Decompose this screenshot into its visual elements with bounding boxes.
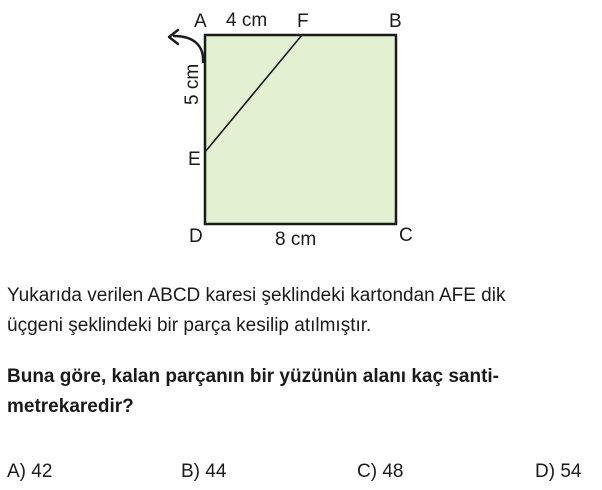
choice-c[interactable] xyxy=(357,460,403,484)
choice-d-letter: D) xyxy=(535,461,556,482)
question-prompt-line-2: metrekaredir? xyxy=(7,396,134,417)
question-stem-line-2: üçgeni şeklindeki bir parça kesilip atılmıştır. xyxy=(7,315,372,336)
choice-b[interactable] xyxy=(181,460,226,484)
vertex-f-label: F xyxy=(297,11,309,32)
vertex-e-label: E xyxy=(188,149,201,170)
measure-dc: 8 cm xyxy=(275,229,317,250)
measure-ae: 5 cm xyxy=(182,63,203,105)
choice-b-letter: B) xyxy=(181,461,200,482)
choice-a[interactable] xyxy=(7,460,52,484)
curved-arrow-icon xyxy=(169,30,203,62)
question-stem-line-1: Yukarıda verilen ABCD karesi şeklindeki kartondan AFE dik xyxy=(7,285,506,306)
vertex-d-label: D xyxy=(189,226,203,247)
choice-a-letter: A) xyxy=(7,461,26,482)
question-prompt-line-1: Buna göre, kalan parçanın bir yüzünün alanı kaç santi- xyxy=(7,366,500,387)
square-abcd xyxy=(205,35,396,224)
choice-c-letter: C) xyxy=(357,461,378,482)
vertex-b-label: B xyxy=(389,11,402,32)
choice-c-value: 48 xyxy=(382,461,404,482)
vertex-c-label: C xyxy=(399,225,413,246)
measure-af: 4 cm xyxy=(226,10,268,31)
choice-d-value: 54 xyxy=(560,461,582,482)
choice-d[interactable] xyxy=(535,460,581,484)
choice-b-value: 44 xyxy=(205,461,227,482)
vertex-a-label: A xyxy=(194,11,207,32)
choice-a-value: 42 xyxy=(31,461,53,482)
